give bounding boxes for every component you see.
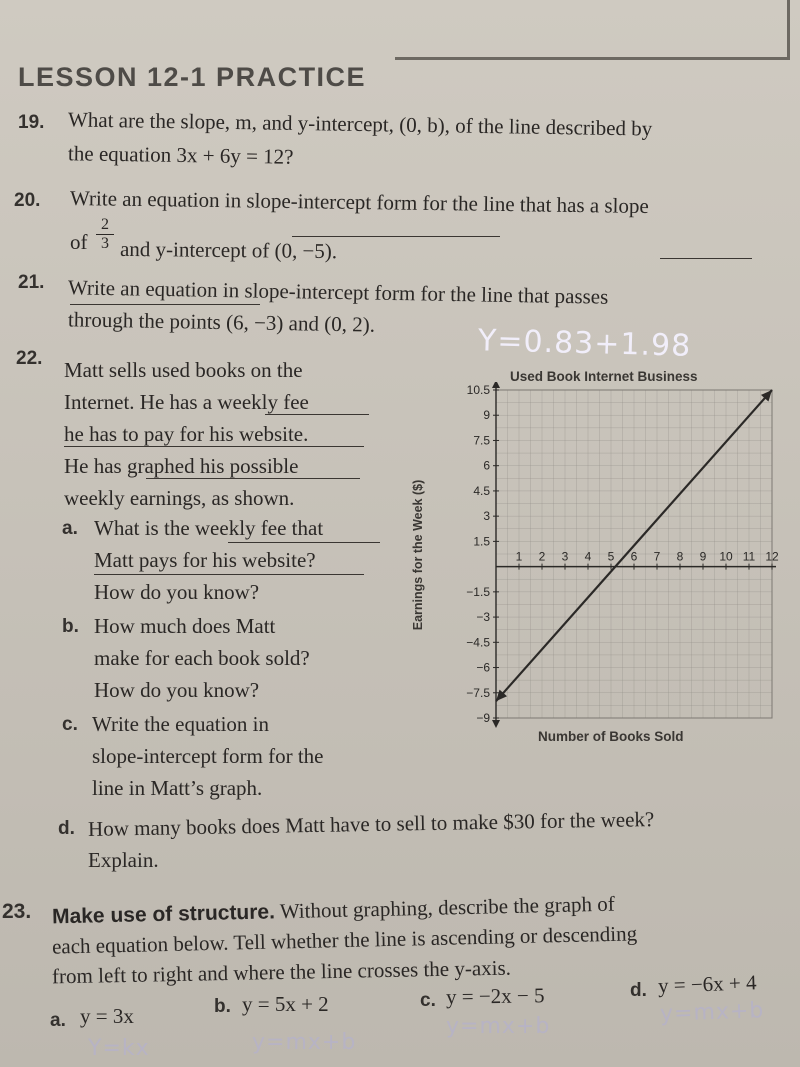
y-tick-label: −9 xyxy=(476,711,490,725)
x-tick-label: 4 xyxy=(584,549,592,564)
y-tick-label: 6 xyxy=(483,458,490,473)
q22-line-3: he has to pay for his website. xyxy=(64,422,309,446)
q22-underline-3 xyxy=(146,478,360,479)
x-tick-label: 5 xyxy=(607,549,615,564)
x-tick-label: 8 xyxy=(676,549,684,564)
q22d-line-2: Explain. xyxy=(88,848,159,872)
y-tick-label: −7.5 xyxy=(466,685,490,700)
y-tick-label: −6 xyxy=(476,660,490,675)
q20-number: 20. xyxy=(14,190,41,211)
q22c-line-1: Write the equation in xyxy=(92,712,270,736)
q22b-line-1: How much does Matt xyxy=(94,614,276,638)
y-tick-label: −3 xyxy=(476,610,490,625)
q23a-handwritten: Y=kx xyxy=(88,1036,150,1061)
y-tick-label: 10.5 xyxy=(466,383,490,397)
q20-fraction-den: 3 xyxy=(96,234,114,253)
q23c-label: c. xyxy=(420,990,436,1011)
q22-line-5: weekly earnings, as shown. xyxy=(64,486,295,510)
chart-x-axis-label: Number of Books Sold xyxy=(538,729,684,744)
q19-number: 19. xyxy=(18,112,45,133)
q20-text-line2b: and y-intercept of (0, −5). xyxy=(119,236,338,264)
q22-line-1: Matt sells used books on the xyxy=(64,358,303,382)
q22c-line-3: line in Matt’s graph. xyxy=(92,776,263,800)
q23d-label: d. xyxy=(630,980,647,1001)
q20-text-line2: of xyxy=(70,230,88,254)
q23d-eq: y = −6x + 4 xyxy=(657,970,757,998)
q21-number: 21. xyxy=(18,272,45,293)
q22-line-2: Internet. He has a weekly fee xyxy=(64,390,309,414)
q21-text-line1: Write an equation in slope-intercept form for the line that passes xyxy=(67,275,609,309)
q23c-handwritten: y=mx+b xyxy=(446,1014,551,1039)
q21-handwritten-answer: Y=0.83+1.98 xyxy=(477,323,692,364)
x-tick-label: 12 xyxy=(765,549,779,564)
q23-line-3: from left to right and where the line crosses the y-axis. xyxy=(51,955,512,989)
q21-underline xyxy=(70,304,260,305)
lesson-title: LESSON 12-1 PRACTICE xyxy=(18,62,367,92)
x-tick-label: 9 xyxy=(699,549,707,564)
y-tick-label: 7.5 xyxy=(473,433,490,448)
y-tick-label: 4.5 xyxy=(473,483,490,498)
x-tick-label: 3 xyxy=(561,549,569,564)
q23a-eq: y = 3x xyxy=(80,1004,134,1028)
q23-line-2: each equation below. Tell whether the line is ascending or descending xyxy=(51,921,638,959)
chart-title: Used Book Internet Business xyxy=(510,369,698,384)
y-tick-label: −1.5 xyxy=(466,584,490,599)
q20-fraction xyxy=(96,216,114,253)
q23d-handwritten: y=mx+b xyxy=(659,998,765,1027)
q22a-underline-2 xyxy=(94,574,364,575)
x-tick-label: 1 xyxy=(515,549,523,564)
q22a-line-1: What is the weekly fee that xyxy=(94,516,324,540)
q22-number: 22. xyxy=(16,348,43,369)
chart-y-axis-label: Earnings for the Week ($) xyxy=(411,479,425,631)
q22-underline-1 xyxy=(265,414,369,415)
y-tick-label: 1.5 xyxy=(473,534,490,549)
q22b-line-3: How do you know? xyxy=(94,678,260,702)
x-tick-label: 10 xyxy=(719,549,733,564)
x-tick-label: 6 xyxy=(630,549,638,564)
q20-underline-2 xyxy=(660,258,752,259)
q23b-label: b. xyxy=(214,996,231,1017)
q23a-label: a. xyxy=(50,1010,66,1031)
y-axis-arrow-down xyxy=(492,720,500,728)
q20-underline-1 xyxy=(292,236,500,237)
q19-text-line2: the equation 3x + 6y = 12? xyxy=(67,141,294,169)
q22a-line-2: Matt pays for his website? xyxy=(94,548,316,572)
q22-underline-2 xyxy=(64,446,364,447)
q19-text-line1: What are the slope, m, and y-intercept, (0, b), of the line described by xyxy=(67,107,653,141)
top-answer-box xyxy=(395,0,790,60)
q22d-label: d. xyxy=(58,818,75,839)
q23b-handwritten: y=mx+b xyxy=(252,1030,357,1055)
y-tick-label: −4.5 xyxy=(466,635,490,650)
q21-text-line2: through the points (6, −3) and (0, 2). xyxy=(67,307,376,337)
q23-number: 23. xyxy=(2,900,32,923)
q22a-line-3: How do you know? xyxy=(94,580,260,604)
q23-line-1-text: Without graphing, describe the graph of xyxy=(279,891,616,924)
y-tick-label: 9 xyxy=(483,408,490,423)
x-tick-label: 2 xyxy=(538,549,546,564)
y-axis-arrow-up xyxy=(492,382,500,388)
x-tick-label: 7 xyxy=(653,549,661,564)
q22a-label: a. xyxy=(62,518,78,539)
q22d-line-1: How many books does Matt have to sell to make $30 for the week? xyxy=(87,807,655,841)
q22a-underline-1 xyxy=(228,542,380,543)
q23c-eq: y = −2x − 5 xyxy=(445,983,545,1009)
q20-fraction-num: 2 xyxy=(101,216,109,233)
q23-lead: Make use of structure. xyxy=(51,900,276,929)
q20-text-line1: Write an equation in slope-intercept form for the line that has a slope xyxy=(69,185,649,219)
q22b-line-2: make for each book sold? xyxy=(94,646,310,670)
earnings-chart xyxy=(430,382,780,730)
q22c-label: c. xyxy=(62,714,78,735)
x-tick-label: 11 xyxy=(742,549,756,564)
q22-line-4: He has graphed his possible xyxy=(64,454,299,478)
q22c-line-2: slope-intercept form for the xyxy=(92,744,324,768)
y-tick-label: 3 xyxy=(483,509,490,524)
q23b-eq: y = 5x + 2 xyxy=(242,992,329,1016)
q22b-label: b. xyxy=(62,616,79,637)
